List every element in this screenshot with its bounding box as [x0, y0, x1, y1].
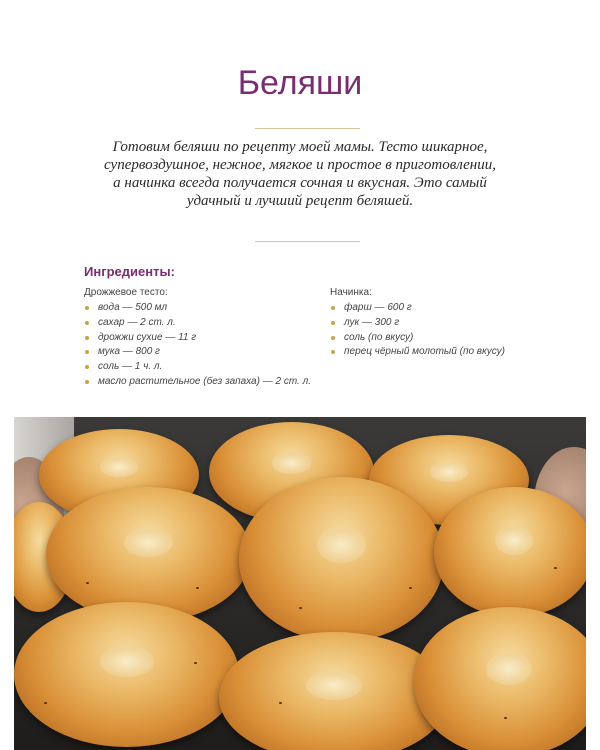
- filling-ingredients: [330, 287, 570, 360]
- dough-title: Дрожжевое тесто:: [84, 287, 168, 298]
- belyash-bun: [239, 477, 444, 642]
- ingredient-item: вода — 500 мл: [84, 301, 324, 316]
- bullet-icon: [331, 321, 335, 325]
- divider-top: [255, 128, 360, 129]
- recipe-title: Беляши: [237, 64, 363, 102]
- ingredient-item: лук — 300 г: [330, 316, 570, 331]
- divider-bottom: [255, 241, 360, 242]
- bullet-icon: [85, 380, 89, 384]
- ingredient-item: сахар — 2 ст. л.: [84, 316, 324, 331]
- dough-ingredients: [84, 287, 324, 390]
- ingredient-item: соль — 1 ч. л.: [84, 360, 324, 375]
- bullet-icon: [85, 336, 89, 340]
- bullet-icon: [85, 306, 89, 310]
- ingredient-item: соль (по вкусу): [330, 331, 570, 346]
- belyash-bun: [14, 602, 239, 747]
- bullet-icon: [85, 365, 89, 369]
- ingredient-item: мука — 800 г: [84, 345, 324, 360]
- ingredients-heading: Ингредиенты:: [84, 264, 175, 279]
- filling-title: Начинка:: [330, 287, 372, 298]
- ingredient-item: перец чёрный молотый (по вкусу): [330, 345, 570, 360]
- bullet-icon: [331, 306, 335, 310]
- bullet-icon: [85, 321, 89, 325]
- bullet-icon: [331, 350, 335, 354]
- recipe-intro: Готовим беляши по рецепту моей мамы. Тесто шикарное, супервоздушное, нежное, мягкое и простое в приготовлении, а начинка всегда получается сочная и вкусная. Это самый удачный и лучший рецепт беляшей.: [103, 139, 496, 209]
- ingredient-item: фарш — 600 г: [330, 301, 570, 316]
- ingredient-item: масло растительное (без запаха) — 2 ст. л.: [84, 375, 324, 390]
- belyash-bun: [46, 487, 251, 622]
- belyash-bun: [414, 607, 586, 750]
- dough-list: [84, 301, 324, 390]
- filling-list: [330, 301, 570, 360]
- belyashi-photo: [14, 417, 586, 750]
- ingredient-item: дрожжи сухие — 11 г: [84, 331, 324, 346]
- bullet-icon: [85, 350, 89, 354]
- belyash-bun: [434, 487, 586, 617]
- bullet-icon: [331, 336, 335, 340]
